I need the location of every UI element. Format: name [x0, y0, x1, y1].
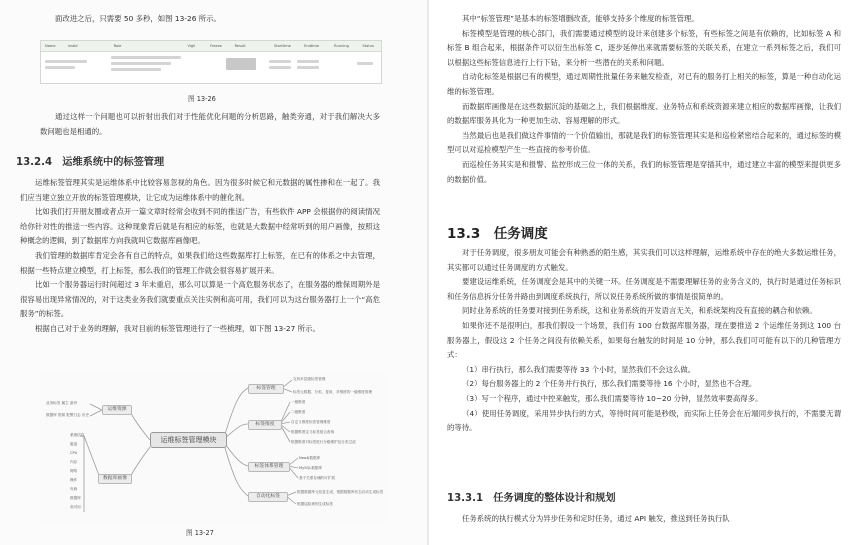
mindmap-node: 标签体系管理	[248, 462, 290, 472]
mindmap-leaf: 数据库 资源 报警日志 历史	[46, 413, 89, 417]
list-item: （4）使用任务调度，采用异步执行的方式，等待时间可能是秒级，而实际上任务会在后端同步执行的，不需要无谓的等待。	[447, 408, 841, 433]
col-header: Instid	[67, 44, 78, 48]
right-body-mid	[447, 246, 841, 436]
mindmap-leaf: 二级维度	[291, 410, 306, 414]
figure-13-27-mindmap	[40, 372, 386, 522]
col-header: Role	[113, 44, 122, 48]
mindmap-leaf: 基于关系存储的可扩展	[299, 476, 335, 480]
mindmap-leaf: 根据维度定义标签组合查询	[291, 430, 335, 434]
table-row	[41, 52, 381, 82]
paragraph: 而数据库画像是在这些数据沉淀的基础之上，我们根据维度、业务特点和系统资源来建立相应的数据库画像，让我们的数据库服务具化为一种更加生动、容易理解的形式。	[447, 101, 841, 126]
table-header	[41, 41, 381, 52]
mindmap-node: 标签维度	[248, 420, 282, 430]
paragraph: 对于任务调度，很多朋友可能会有种熟悉的陌生感，其实我们可以这样理解，运维系统中存在的绝大多数运维任务，其实都可以通过任务调度的方式触发。	[447, 248, 841, 272]
paragraph: 我们管理的数据库肯定会各有自己的特点，如果我们给这些数据库打上标签，在已有的体系之中去管理，根据一些特点建立模型，打上标签，那么我们的管理工作就会很容易扩展开来。	[20, 250, 380, 275]
left-top-line: 面改进之后，只需要 50 多秒，如图 13-26 所示。	[55, 14, 221, 23]
col-header: Endtime	[304, 44, 320, 48]
mindmap-leaf: 操作	[70, 478, 78, 482]
paragraph: 而巡检任务其实是和报警、监控形成三位一体的关系，我们的标签管理是穿插其中，通过建立丰富的模型来提供更多的数据价值。	[447, 159, 841, 184]
mindmap-leaf: Neo4j数据库	[299, 456, 321, 460]
mindmap-leaf: MySQL数据库	[299, 466, 323, 470]
mindmap-leaf: 内存	[70, 460, 78, 464]
mindmap-leaf: 根据数据库元信息生成，根据数据库状态自动生成标签	[297, 490, 384, 494]
mindmap-leaf: 支持多层级标签管理	[293, 377, 326, 381]
paragraph: 同时业务系统的任务要对接到任务系统，这和业务系统的开发语言无关，和系统架构没有直接的耦合和依赖。	[462, 306, 817, 316]
paragraph: 根据自己对于业务的理解，我对目前的标签管理进行了一些梳理，如下图 13-27 所示。	[35, 323, 320, 333]
mindmap-node: 自动化标签	[248, 492, 288, 502]
paragraph: 其中“标签管理”是基本的标签增删改查，能够支持多个维度的标签管理。	[462, 14, 699, 23]
mindmap-leaf: 网络	[70, 469, 78, 473]
mindmap-leaf: 标签元数据、分类、复用、多维度的一级维度管理	[293, 390, 373, 394]
list-item: （1）串行执行，那么我们需要等待 33 个小时，显然我们不会这么做。	[462, 364, 696, 374]
mindmap-leaf: 系统信息	[70, 433, 85, 437]
col-header: Starttime	[273, 44, 291, 48]
col-header: Running	[334, 44, 349, 48]
mindmap-leaf: 业务标签 属主 备份	[46, 401, 78, 405]
col-header: Name	[45, 44, 56, 48]
paragraph: 自动化标签是根据已有的模型，通过周期性批量任务来触发检查，对已有的服务打上相关的标签，算是一种自动化运维的标签管理。	[447, 72, 841, 96]
mindmap-leaf: 自定义维度标签管理维度	[291, 420, 331, 424]
paragraph: 通过这样一个问题也可以折射出我们对于性能优化问题的分析思路，触类旁通，对于我们解决大多数问题也是相通的。	[40, 112, 380, 136]
left-body	[20, 176, 380, 337]
section-heading-13-3: 13.3 任务调度	[447, 226, 548, 242]
section-heading-13-2-4: 13.2.4 运维系统中的标签管理	[16, 157, 165, 168]
right-body-top	[447, 12, 841, 187]
paragraph: 比如我们打开朋友圈或者点开一篇文章时经常会收到不同的推送广告，有些软件 APP 会根据你的阅读情况给你针对性的推送一些内容。这种现象背后就是有相应的标签，也就是大数据中经常听到的用户画像，按照这种概念的逻辑，到了数据库方向我就叫它数据库画像吧。	[20, 207, 380, 246]
col-header: Freeze	[210, 44, 222, 48]
right-page	[429, 0, 859, 545]
paragraph: 当然最后也是我们做这件事情的一个价值输出，那就是我们的标签管理其实是和巡检紧密结合起来的，通过标签的模型可以对巡检模型产生一些直接的参考价值。	[447, 130, 841, 155]
mindmap-node: 数据库画像	[98, 474, 132, 484]
mindmap-leaf: 根据巡检规则生成标签	[297, 502, 333, 506]
paragraph: 任务系统的执行模式分为异步任务和定时任务，通过 API 触发，推送到任务执行队	[462, 514, 730, 523]
mindmap-leaf: 数据库	[70, 496, 81, 500]
left-page	[0, 0, 428, 545]
mindmap-leaf: 根据维度对标签进行分级维护及分类过滤	[291, 440, 356, 444]
mindmap-leaf: 负载	[70, 487, 78, 491]
mindmap-leaf: CPU	[70, 451, 78, 455]
col-header: Status	[362, 44, 374, 48]
figure-13-26-screenshot	[40, 40, 382, 84]
paragraph: 要建设运维系统，任务调度会是其中的关键一环。任务调度是不需要理解任务的业务含义的，执行时是通过任务标识和任务信息拆分任务并路由到调度系统执行，所以说任务系统所做的事情是很简单的。	[447, 277, 841, 301]
list-item: （2）每台服务器上的 2 个任务并行执行，那么我们需要等待 16 个小时，显然也不合理。	[462, 379, 757, 389]
paragraph: 运维标签管理其实是运维体系中比较容易忽视的角色。因为很多时候它和元数据的属性掺和在一起了。我们应当建立独立开放的标签管理模块，让它成为运维体系中的催化剂。	[20, 178, 380, 202]
paragraph: 如果你还不是很明白，那我们假设一个场景，我们有 100 台数据库服务器，现在要推送 2 个运维任务到这 100 台服务器上，假设这 2 个任务之间没有依赖关系，如果每台触发的时间是 10 分钟，那么我们可可能有以下的几种管理方式：	[447, 320, 841, 360]
mindmap-center-node: 运维标签管理模块	[150, 432, 227, 448]
mindmap-node: 运维资源	[102, 405, 132, 415]
figure-13-26-caption: 图 13-26	[188, 95, 216, 103]
list-item: （3）写一个程序，通过中控来触发，那么我们需要等待 10~20 分钟，显然效率要高得多。	[462, 393, 763, 403]
paragraph: 标签模型是管理的核心部门，我们需要通过模型的设计来创建多个标签，有些标签之间是有依赖的，比如标签 A 和标签 B 组合起来，根据条件可以衍生出标签 C，逐步延伸出来就需要标签的关联关系，在建立一系列标签之后，我们可以根据这些标签信息进行上行下钻，来分析一些潜在的关系和问题。	[447, 28, 841, 67]
col-header: Vigil	[187, 44, 196, 48]
mindmap-leaf: 磁盘	[70, 442, 78, 446]
mindmap-node: 标签管理	[248, 384, 284, 394]
paragraph: 比如一个服务器运行时间超过 3 年未重启，那么可以算是一个高危服务状态了，在服务器的维保周期外是很容易出现异常情况的，对于这类业务我们就要重点关注实例和高可用，我们可以为这台服务器打上一个“高危服务”的标签。	[20, 280, 380, 319]
mindmap-leaf: 一级维度	[291, 400, 306, 404]
mindmap-leaf: 高可用	[70, 505, 81, 509]
figure-13-27-caption: 图 13-27	[186, 529, 214, 537]
col-header: Result	[234, 44, 246, 48]
subsection-heading-13-3-1: 13.3.1 任务调度的整体设计和规划	[447, 493, 616, 504]
